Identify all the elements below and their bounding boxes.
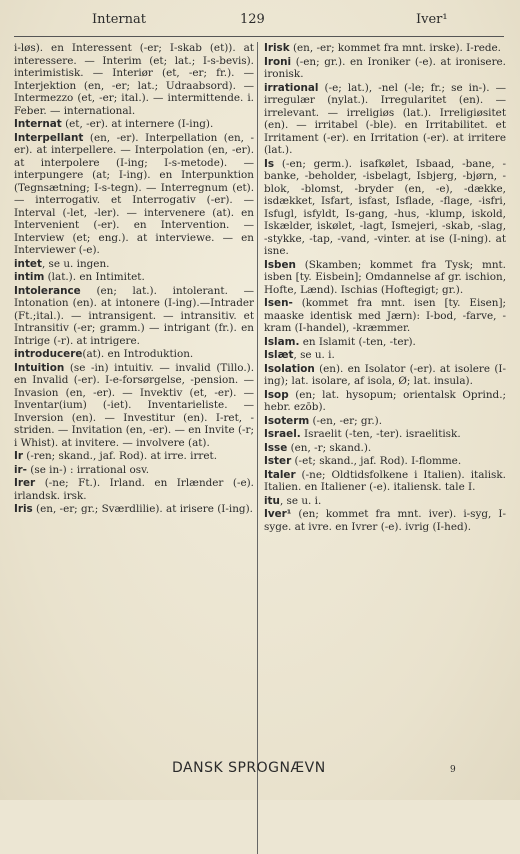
entry-text: (se -in) intuitiv. — invalid (Tillo.). en Invalid (-er). I-e-forsørgelse, -pension. — Invasion (en, -er). — Invektiv (et, -er). — Inventar(ium) (-iet). Inventarieliste. — Inversion (en). — Investitur (en). I-ret, -striden. — Invitation (en, -er). — en Invite (-r; i Whist). at invitere. — involvere (at). <box>14 361 254 449</box>
entry-headword: Iver¹ <box>264 508 292 520</box>
entry-text: (-ne; Ft.). Irland. en Irlænder (-e). irlandsk. irsk. <box>14 477 254 502</box>
entry-text: en Islamit (-ten, -ter). <box>299 335 416 348</box>
entry-headword: Ironi <box>264 55 292 68</box>
entry-headword: Israel. <box>264 428 301 440</box>
entry-text: (Skamben; kommet fra Tysk; mnt. isben [ty. Eisbein]; Omdannelse af gr. ischion, Hofte, Lænd). Ischias (Hoftegigt; gr.). <box>264 258 506 296</box>
dictionary-entry <box>14 118 254 131</box>
dictionary-entry <box>264 259 506 297</box>
entry-text: , se u. i. <box>279 494 322 507</box>
entry-headword: Intolerance <box>14 284 81 297</box>
dictionary-entry <box>264 455 506 468</box>
entry-text: (kommet fra mnt. isen [ty. Eisen]; maaske identisk med Jærn): I-bod, -farve, -kram (I-handel), -kræmmer. <box>264 297 506 334</box>
header-right-guideword: Iver¹ <box>416 12 448 27</box>
entry-headword: Isoterm <box>264 414 310 427</box>
entry-headword: Internat <box>14 118 62 130</box>
entry-text: (en). en Isolator (-er). at isolere (I-ing); lat. isolare, af isola, Ø; lat. insula). <box>264 362 506 387</box>
dictionary-entry <box>264 508 506 533</box>
dictionary-entry <box>264 415 506 428</box>
entry-headword: Isolation <box>264 362 315 375</box>
dictionary-entry <box>14 271 254 284</box>
entry-headword: introducere <box>14 348 83 360</box>
dictionary-entry <box>14 477 254 502</box>
dictionary-entry <box>264 363 506 388</box>
dictionary-entry <box>14 42 254 117</box>
right-column <box>264 42 506 534</box>
dictionary-entry <box>264 56 506 81</box>
dictionary-entry <box>14 450 254 463</box>
entry-headword: Iris <box>14 503 33 515</box>
entry-headword: Intuition <box>14 361 65 374</box>
entry-headword: irrational <box>264 81 319 94</box>
entry-headword: Interpellant <box>14 131 84 144</box>
entry-headword: Ister <box>264 455 292 467</box>
entry-headword: intim <box>14 271 45 283</box>
entry-text: (lat.). en Intimitet. <box>44 271 145 283</box>
entry-text: (-et; skand., jaf. Rod). I-flomme. <box>291 455 462 467</box>
entry-text: (-e; lat.), -nel (-le; fr.; se in-). — irregulær (nylat.). Irregularitet (en). — irrelevant. — irreligiøs (lat.). Irreligiøsitet (en). — irritabel (-ble). en Irritabilitet. et Irritament (-er). en Irritation (-er). at irritere (lat.). <box>264 81 506 156</box>
dictionary-entry <box>14 362 254 450</box>
entry-headword: Ir <box>14 450 23 462</box>
dictionary-entry <box>264 469 506 494</box>
entry-headword: intet <box>14 257 42 270</box>
entry-text: (-ren; skand., jaf. Rod). at irre. irret. <box>23 450 218 462</box>
dictionary-entry <box>264 336 506 349</box>
entry-headword: Irer <box>14 477 36 489</box>
page-number: 129 <box>240 12 265 27</box>
dictionary-entry <box>264 297 506 335</box>
left-column <box>14 42 254 517</box>
dictionary-entry <box>14 503 254 516</box>
signature-mark: 9 <box>450 765 456 775</box>
dictionary-entry <box>264 495 506 508</box>
entry-headword: ir- <box>14 463 27 476</box>
entry-headword: Islæt <box>264 349 294 361</box>
dictionary-entry <box>264 82 506 157</box>
entry-text: (et, -er). at internere (I-ing). <box>61 118 214 130</box>
entry-text: (en, -er). Interpellation (en, -er). at interpellere. — Interpolation (en, -er). at interpolere (I-ing; I-s-metode). — interpungere (at; I-ing). en Interpunktion (Tegnsætning; I-s-tegn). — Interregnum (et). — interrogativ. et Interrogativ (-er). — Interval (-let, -ler). — intervenere (at). en Intervenient (-er). en Intervention. — Interview (et; eng.). at interviewe. — en Interviewer (-e). <box>14 131 254 256</box>
entry-text: (en; lat.). intolerant. — Intonation (en). at intonere (I-ing).—Intrader (Ft.;ital.). — intransigent. — intransitiv. et Intransitiv (-er; gramm.) — intrigant (fr.). en Intrige (-r). at intrigere. <box>14 284 254 347</box>
entry-text: (en; lat. hysopum; orientalsk Oprind.; hebr. ezōb). <box>264 388 506 413</box>
dictionary-entry <box>264 349 506 362</box>
column-divider <box>257 42 258 854</box>
entry-text: (se in-) : irrational osv. <box>27 463 150 476</box>
footer-title: DANSK SPROGNÆVN <box>172 760 326 776</box>
entry-text: (-en; gr.). en Ironiker (-e). at ironisere. ironisk. <box>264 55 506 80</box>
entry-text: (en, -r; skand.). <box>287 441 372 454</box>
entry-headword: Isop <box>264 388 289 401</box>
entry-headword: Italer <box>264 468 296 481</box>
dictionary-entry <box>264 428 506 441</box>
entry-text: (-en, -er; gr.). <box>309 414 383 427</box>
entry-headword: itu <box>264 494 280 507</box>
dictionary-entry <box>14 464 254 477</box>
entry-text: (en, -er; gr.; Sværdlilie). at irisere (I-ing). <box>32 503 253 515</box>
page-header <box>0 10 520 34</box>
entry-text: (en, -er; kommet fra mnt. irske). I-rede. <box>289 42 501 54</box>
entry-text: , se u. i. <box>293 349 335 361</box>
header-rule <box>14 36 504 37</box>
entry-text: (-ne; Oldtidsfolkene i Italien). italisk. Italien. en Italiener (-e). italiensk. tale I. <box>264 468 506 493</box>
entry-text: (en; kommet fra mnt. iver). i-syg, I-syge. at ivre. en Ivrer (-e). ivrig (I-hed). <box>264 508 506 533</box>
entry-headword: Irisk <box>264 42 290 54</box>
entry-headword: Isen- <box>264 297 293 309</box>
dictionary-entry <box>264 42 506 55</box>
entry-text: Israelit (-ten, -ter). israelitisk. <box>300 428 461 440</box>
dictionary-entry <box>264 158 506 258</box>
dictionary-entry <box>14 258 254 271</box>
dictionary-entry <box>264 389 506 414</box>
dictionary-entry <box>14 348 254 361</box>
entry-headword: Isben <box>264 258 296 271</box>
entry-text: , se u. ingen. <box>41 257 110 270</box>
dictionary-entry <box>14 285 254 348</box>
dictionary-entry <box>264 442 506 455</box>
entry-headword: Islam. <box>264 335 300 348</box>
dictionary-entry <box>14 132 254 257</box>
entry-text: i-løs). en Interessent (-er; I-skab (et)). at interessere. — Interim (et; lat.; I-s-bevis). interimistisk. — Interiør (et, -er; fr.). — Interjektion (en, -er; lat.; Udraabsord). — Intermezzo (et, -er; ital.). — intermittende. i. Feber. — international. <box>14 42 254 117</box>
entry-headword: Is <box>264 157 275 170</box>
header-left-guideword: Internat <box>92 12 146 27</box>
entry-text: (-en; germ.). isafkølet, Isbaad, -bane, -banke, -beholder, -isbelagt, Isbjerg, -bjørn, -blok, -blomst, -bryder (en, -e), -dække, isdækket, Isfart, isfast, Isflade, -flage, -isfri, Isfugl, isfyldt, Is-gang, -hus, -klump, iskold, Iskælder, iskølet, -lagt, Ismejeri, -skab, -slag, -stykke, -tap, -vand, -vinter. at ise (I-ning). at isne. <box>264 157 506 257</box>
entry-headword: Isse <box>264 441 288 454</box>
entry-text: (at). en Introduktion. <box>82 348 194 360</box>
